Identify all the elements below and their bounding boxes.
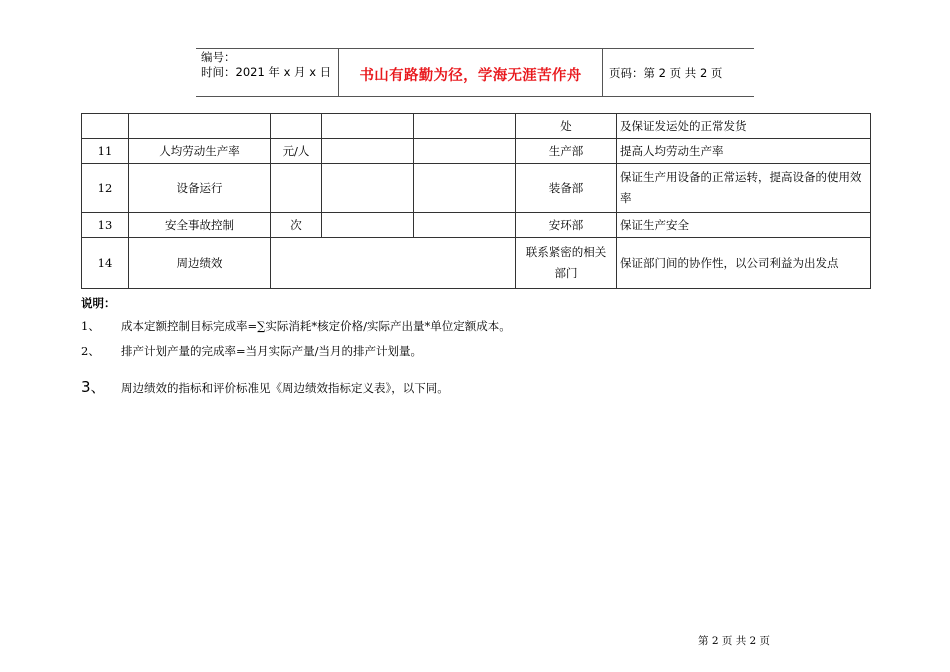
goal-cell: 保证部门间的协作性，以公司利益为出发点: [617, 238, 871, 289]
blank-cell: [322, 139, 414, 164]
department-cell: 联系紧密的相关部门: [516, 238, 617, 289]
notes-title: 说明：: [81, 296, 116, 310]
note-text: 周边绩效的指标和评价标准见《周边绩效指标定义表》，以下同。: [121, 381, 449, 395]
indicator-name: [129, 114, 271, 139]
table-row: [82, 139, 871, 164]
goal-cell: 保证生产安全: [617, 213, 871, 238]
unit-cell: [271, 164, 322, 213]
blank-cell: [414, 213, 516, 238]
header-meta: [201, 50, 331, 80]
header-top-rule: [196, 48, 754, 49]
row-number: 12: [82, 164, 129, 213]
blank-cell: [414, 164, 516, 213]
note-number: 2、: [81, 344, 100, 358]
row-number: [82, 114, 129, 139]
kpi-table: [81, 113, 871, 289]
unit-cell: 元/人: [271, 139, 322, 164]
department-cell: 安环部: [516, 213, 617, 238]
note-item: [81, 343, 422, 359]
goal-cell: 保证生产用设备的正常运转，提高设备的使用效率: [617, 164, 871, 213]
row-number: 14: [82, 238, 129, 289]
blank-cell: [414, 139, 516, 164]
note-number: 1、: [81, 319, 100, 333]
merged-blank-cell: [271, 238, 516, 289]
goal-cell: 及保证发运处的正常发货: [617, 114, 871, 139]
note-item: [81, 318, 511, 334]
note-item: [81, 376, 449, 397]
code-label: 编号：: [201, 50, 236, 64]
goal-cell: 提高人均劳动生产率: [617, 139, 871, 164]
blank-cell: [322, 213, 414, 238]
footer-page-number: 第 2 页 共 2 页: [698, 635, 771, 647]
header-motto: 书山有路勤为径，学海无涯苦作舟: [359, 68, 582, 84]
indicator-name: 人均劳动生产率: [129, 139, 271, 164]
date-label: 时间：2021 年 x 月 x 日: [201, 65, 332, 79]
department-cell: 处: [516, 114, 617, 139]
header-page-number: 页码：第 2 页 共 2 页: [609, 66, 723, 80]
note-number: 3、: [81, 378, 106, 396]
department-cell: 生产部: [516, 139, 617, 164]
unit-cell: 次: [271, 213, 322, 238]
header-divider: [602, 48, 603, 96]
note-text: 排产计划产量的完成率=当月实际产量/当月的排产计划量。: [121, 344, 423, 358]
table-row: [82, 213, 871, 238]
note-text: 成本定额控制目标完成率=∑实际消耗*核定价格/实际产出量*单位定额成本。: [121, 319, 511, 333]
row-number: 11: [82, 139, 129, 164]
blank-cell: [322, 114, 414, 139]
table-row: [82, 238, 871, 289]
indicator-name: 周边绩效: [129, 238, 271, 289]
indicator-name: 安全事故控制: [129, 213, 271, 238]
header-bottom-rule: [196, 96, 754, 97]
table-row: [82, 114, 871, 139]
unit-cell: [271, 114, 322, 139]
department-cell: 装备部: [516, 164, 617, 213]
indicator-name: 设备运行: [129, 164, 271, 213]
table-row: [82, 164, 871, 213]
blank-cell: [414, 114, 516, 139]
blank-cell: [322, 164, 414, 213]
row-number: 13: [82, 213, 129, 238]
